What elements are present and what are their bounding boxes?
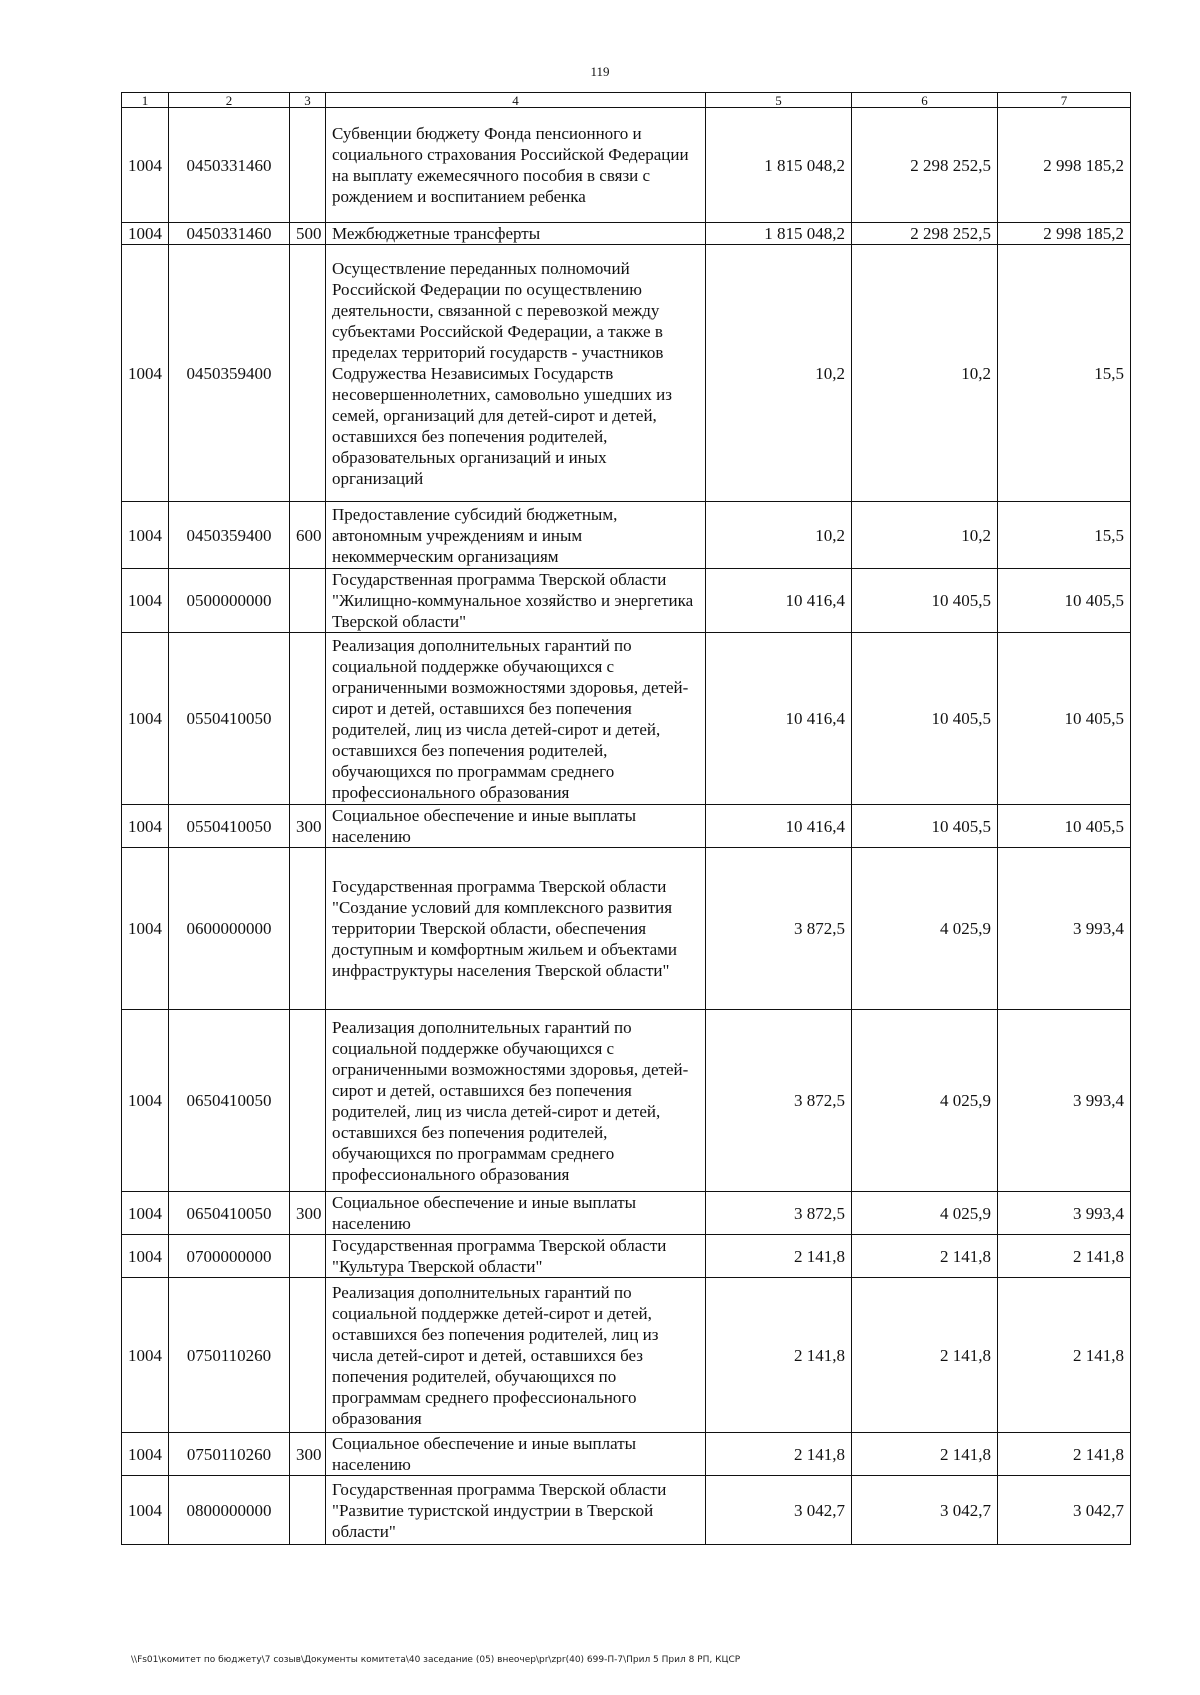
value-col7-cell: 3 993,4 bbox=[998, 848, 1131, 1010]
value-col6-cell: 4 025,9 bbox=[852, 1010, 998, 1192]
target-code-cell: 0450359400 bbox=[169, 502, 290, 569]
table-row bbox=[122, 502, 1131, 569]
budget-table bbox=[121, 92, 1131, 1545]
table-row bbox=[122, 1192, 1131, 1235]
table-row bbox=[122, 1476, 1131, 1545]
table-row bbox=[122, 1278, 1131, 1433]
value-col5-cell: 1 815 048,2 bbox=[706, 223, 852, 245]
target-code-cell: 0500000000 bbox=[169, 569, 290, 633]
value-col5-cell: 3 872,5 bbox=[706, 1192, 852, 1235]
type-code-cell: 300 bbox=[290, 1192, 326, 1235]
value-col6-cell: 3 042,7 bbox=[852, 1476, 998, 1545]
target-code-cell: 0450331460 bbox=[169, 108, 290, 223]
target-code-cell: 0550410050 bbox=[169, 633, 290, 805]
value-col7-cell: 15,5 bbox=[998, 502, 1131, 569]
target-code-cell: 0450331460 bbox=[169, 223, 290, 245]
name-cell: Реализация дополнительных гарантий по социальной поддержке обучающихся с ограниченными возможностями здоровья, детей-сирот и детей, оставшихся без попечения родителей, лиц из числа детей-сирот и детей, оставшихся без попечения родителей, обучающихся по программам среднего профессионального образования bbox=[326, 633, 706, 805]
type-code-cell bbox=[290, 108, 326, 223]
name-cell: Государственная программа Тверской области "Развитие туристской индустрии в Тверской области" bbox=[326, 1476, 706, 1545]
section-code-cell: 1004 bbox=[122, 245, 169, 502]
section-code-cell: 1004 bbox=[122, 633, 169, 805]
table-row bbox=[122, 1010, 1131, 1192]
type-code-cell bbox=[290, 1476, 326, 1545]
value-col6-cell: 2 141,8 bbox=[852, 1433, 998, 1476]
target-code-cell: 0450359400 bbox=[169, 245, 290, 502]
target-code-cell: 0550410050 bbox=[169, 805, 290, 848]
value-col5-cell: 2 141,8 bbox=[706, 1235, 852, 1278]
value-col6-cell: 10 405,5 bbox=[852, 569, 998, 633]
name-cell: Субвенции бюджету Фонда пенсионного и социального страхования Российской Федерации на выплату ежемесячного пособия в связи с рождением и воспитанием ребенка bbox=[326, 108, 706, 223]
name-cell: Государственная программа Тверской области "Культура Тверской области" bbox=[326, 1235, 706, 1278]
type-code-cell: 500 bbox=[290, 223, 326, 245]
header-row bbox=[122, 93, 1131, 108]
header-cell: 6 bbox=[852, 93, 998, 108]
target-code-cell: 0750110260 bbox=[169, 1278, 290, 1433]
table-row bbox=[122, 1433, 1131, 1476]
target-code-cell: 0800000000 bbox=[169, 1476, 290, 1545]
name-cell: Реализация дополнительных гарантий по социальной поддержке обучающихся с ограниченными возможностями здоровья, детей-сирот и детей, оставшихся без попечения родителей, лиц из числа детей-сирот и детей, оставшихся без попечения родителей, обучающихся по программам среднего профессионального образования bbox=[326, 1010, 706, 1192]
type-code-cell: 600 bbox=[290, 502, 326, 569]
value-col6-cell: 4 025,9 bbox=[852, 1192, 998, 1235]
type-code-cell: 300 bbox=[290, 805, 326, 848]
value-col6-cell: 2 141,8 bbox=[852, 1278, 998, 1433]
type-code-cell bbox=[290, 633, 326, 805]
type-code-cell bbox=[290, 1010, 326, 1192]
value-col7-cell: 15,5 bbox=[998, 245, 1131, 502]
value-col5-cell: 2 141,8 bbox=[706, 1278, 852, 1433]
section-code-cell: 1004 bbox=[122, 108, 169, 223]
value-col7-cell: 2 141,8 bbox=[998, 1235, 1131, 1278]
table-row bbox=[122, 633, 1131, 805]
type-code-cell: 300 bbox=[290, 1433, 326, 1476]
name-cell: Предоставление субсидий бюджетным, автономным учреждениям и иным некоммерческим организациям bbox=[326, 502, 706, 569]
header-cell: 3 bbox=[290, 93, 326, 108]
header-cell: 4 bbox=[326, 93, 706, 108]
type-code-cell bbox=[290, 1235, 326, 1278]
header-cell: 1 bbox=[122, 93, 169, 108]
name-cell: Социальное обеспечение и иные выплаты населению bbox=[326, 1433, 706, 1476]
name-cell: Социальное обеспечение и иные выплаты населению bbox=[326, 1192, 706, 1235]
type-code-cell bbox=[290, 569, 326, 633]
value-col7-cell: 3 993,4 bbox=[998, 1010, 1131, 1192]
table-row bbox=[122, 223, 1131, 245]
name-cell: Межбюджетные трансферты bbox=[326, 223, 706, 245]
table-row bbox=[122, 569, 1131, 633]
value-col5-cell: 3 042,7 bbox=[706, 1476, 852, 1545]
value-col7-cell: 3 042,7 bbox=[998, 1476, 1131, 1545]
section-code-cell: 1004 bbox=[122, 1433, 169, 1476]
header-cell: 2 bbox=[169, 93, 290, 108]
section-code-cell: 1004 bbox=[122, 1010, 169, 1192]
table-row bbox=[122, 108, 1131, 223]
value-col5-cell: 3 872,5 bbox=[706, 848, 852, 1010]
section-code-cell: 1004 bbox=[122, 1192, 169, 1235]
value-col7-cell: 3 993,4 bbox=[998, 1192, 1131, 1235]
value-col7-cell: 2 998 185,2 bbox=[998, 108, 1131, 223]
target-code-cell: 0600000000 bbox=[169, 848, 290, 1010]
value-col7-cell: 10 405,5 bbox=[998, 569, 1131, 633]
value-col6-cell: 10,2 bbox=[852, 502, 998, 569]
value-col5-cell: 10 416,4 bbox=[706, 633, 852, 805]
target-code-cell: 0650410050 bbox=[169, 1010, 290, 1192]
table-row bbox=[122, 245, 1131, 502]
page-number: 119 bbox=[590, 64, 610, 79]
header-cell: 7 bbox=[998, 93, 1131, 108]
section-code-cell: 1004 bbox=[122, 805, 169, 848]
value-col5-cell: 1 815 048,2 bbox=[706, 108, 852, 223]
value-col5-cell: 2 141,8 bbox=[706, 1433, 852, 1476]
section-code-cell: 1004 bbox=[122, 1235, 169, 1278]
name-cell: Государственная программа Тверской области "Жилищно-коммунальное хозяйство и энергетика Тверской области" bbox=[326, 569, 706, 633]
value-col6-cell: 4 025,9 bbox=[852, 848, 998, 1010]
value-col5-cell: 10 416,4 bbox=[706, 569, 852, 633]
value-col7-cell: 2 998 185,2 bbox=[998, 223, 1131, 245]
name-cell: Государственная программа Тверской области "Создание условий для комплексного развития территории Тверской области, обеспечения доступным и комфортным жильем и объектами инфраструктуры населения Тверской области" bbox=[326, 848, 706, 1010]
type-code-cell bbox=[290, 848, 326, 1010]
value-col6-cell: 2 141,8 bbox=[852, 1235, 998, 1278]
section-code-cell: 1004 bbox=[122, 223, 169, 245]
table-row bbox=[122, 848, 1131, 1010]
header-cell: 5 bbox=[706, 93, 852, 108]
type-code-cell bbox=[290, 1278, 326, 1433]
file-path-footer: \\Fs01\комитет по бюджету\7 созыв\Документы комитета\40 заседание (05) внеочер\pr\zpr(40) 699-П-7\Прил 5 Прил 8 РП, КЦСР bbox=[131, 1655, 741, 1665]
section-code-cell: 1004 bbox=[122, 1476, 169, 1545]
value-col6-cell: 10,2 bbox=[852, 245, 998, 502]
value-col5-cell: 3 872,5 bbox=[706, 1010, 852, 1192]
value-col6-cell: 10 405,5 bbox=[852, 805, 998, 848]
type-code-cell bbox=[290, 245, 326, 502]
section-code-cell: 1004 bbox=[122, 1278, 169, 1433]
section-code-cell: 1004 bbox=[122, 569, 169, 633]
value-col6-cell: 2 298 252,5 bbox=[852, 223, 998, 245]
value-col7-cell: 2 141,8 bbox=[998, 1433, 1131, 1476]
table-row bbox=[122, 805, 1131, 848]
table-row bbox=[122, 1235, 1131, 1278]
target-code-cell: 0700000000 bbox=[169, 1235, 290, 1278]
value-col6-cell: 10 405,5 bbox=[852, 633, 998, 805]
section-code-cell: 1004 bbox=[122, 848, 169, 1010]
value-col5-cell: 10 416,4 bbox=[706, 805, 852, 848]
value-col6-cell: 2 298 252,5 bbox=[852, 108, 998, 223]
value-col7-cell: 10 405,5 bbox=[998, 633, 1131, 805]
section-code-cell: 1004 bbox=[122, 502, 169, 569]
value-col7-cell: 2 141,8 bbox=[998, 1278, 1131, 1433]
value-col5-cell: 10,2 bbox=[706, 502, 852, 569]
name-cell: Осуществление переданных полномочий Российской Федерации по осуществлению деятельности, связанной с перевозкой между субъектами Российской Федерации, а также в пределах территорий государств - участников Содружества Независимых Государств несовершеннолетних, самовольно ушедших из семей, организаций для детей-сирот и детей, оставшихся без попечения родителей, образовательных организаций и иных организаций bbox=[326, 245, 706, 502]
target-code-cell: 0650410050 bbox=[169, 1192, 290, 1235]
name-cell: Социальное обеспечение и иные выплаты населению bbox=[326, 805, 706, 848]
target-code-cell: 0750110260 bbox=[169, 1433, 290, 1476]
name-cell: Реализация дополнительных гарантий по социальной поддержке детей-сирот и детей, оставшихся без попечения родителей, лиц из числа детей-сирот и детей, оставшихся без попечения родителей, обучающихся по программам среднего профессионального образования bbox=[326, 1278, 706, 1433]
value-col7-cell: 10 405,5 bbox=[998, 805, 1131, 848]
value-col5-cell: 10,2 bbox=[706, 245, 852, 502]
